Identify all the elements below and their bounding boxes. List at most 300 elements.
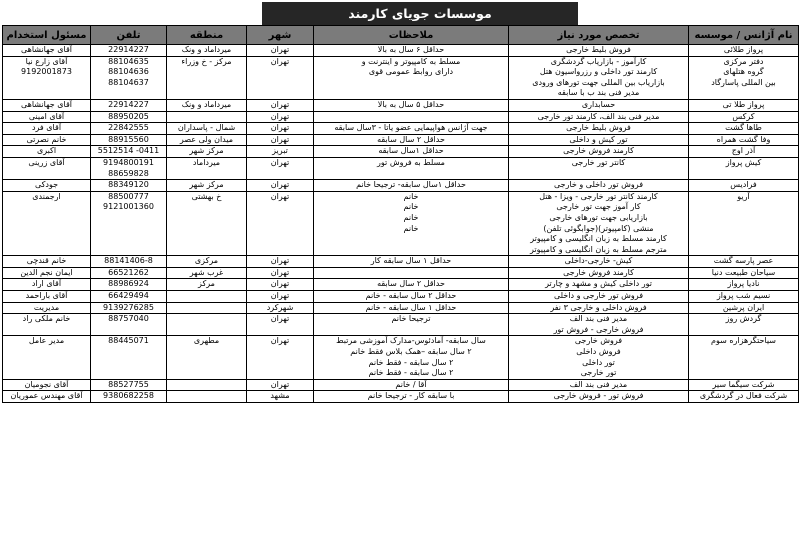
cell-agency bbox=[689, 157, 799, 179]
cell-line: فروش بلیط خارجی bbox=[566, 123, 631, 133]
page-title-text: موسسات جویای کارمند bbox=[348, 6, 492, 21]
cell-area bbox=[167, 111, 247, 123]
cell-line: تهران bbox=[270, 180, 290, 190]
cell-line: مسلط به فروش تور bbox=[377, 157, 445, 167]
cell-specialty bbox=[509, 302, 689, 314]
cell-phone bbox=[91, 99, 167, 111]
cell-line: خانم bbox=[403, 191, 419, 201]
cell-area bbox=[167, 99, 247, 111]
cell-line: عصر پارسه گشت bbox=[713, 256, 774, 266]
cell-line: مرکز شهر bbox=[189, 146, 224, 156]
cell-line: تهران bbox=[270, 99, 290, 109]
table-body bbox=[3, 45, 799, 403]
cell-line: مدیر فنی بند الف، کارمند تور خارجی bbox=[537, 111, 660, 121]
cell-recruiter bbox=[3, 279, 91, 291]
cell-line: منشی (کامپیوتر)(جوابگوئی تلفن) bbox=[543, 223, 654, 233]
cell-line: تور داخلی کیش و مشهد و چارتر bbox=[545, 279, 652, 289]
cell-recruiter bbox=[3, 146, 91, 158]
cell-phone bbox=[91, 314, 167, 336]
cell-line: میرداماد bbox=[192, 157, 221, 167]
cell-notes bbox=[314, 379, 509, 391]
cell-phone bbox=[91, 191, 167, 256]
cell-city bbox=[247, 256, 314, 268]
cell-notes bbox=[314, 123, 509, 135]
cell-agency bbox=[689, 267, 799, 279]
cell-agency bbox=[689, 111, 799, 123]
cell-phone bbox=[91, 302, 167, 314]
cell-line: 88500777 bbox=[108, 191, 149, 201]
cell-agency bbox=[689, 180, 799, 192]
cell-phone bbox=[91, 336, 167, 379]
cell-line: ۲ سال سابقه - فقط خانم bbox=[368, 368, 454, 378]
cell-line: جهت آژانس هواپیمایی عضو یاتا - ۳سال سابقه bbox=[334, 123, 488, 133]
cell-recruiter bbox=[3, 157, 91, 179]
cell-agency bbox=[689, 45, 799, 57]
cell-area bbox=[167, 291, 247, 303]
cell-notes bbox=[314, 302, 509, 314]
cell-specialty bbox=[509, 314, 689, 336]
cell-line: میدان ولی عصر bbox=[179, 134, 234, 144]
cell-city bbox=[247, 291, 314, 303]
cell-line: کرکس bbox=[732, 111, 755, 121]
cell-recruiter bbox=[3, 111, 91, 123]
cell-area bbox=[167, 267, 247, 279]
cell-line: تهران bbox=[270, 157, 290, 167]
cell-line: گردش روز bbox=[725, 314, 762, 324]
cell-notes bbox=[314, 99, 509, 111]
table-row bbox=[3, 134, 799, 146]
cell-line: 9194800191 bbox=[103, 157, 154, 167]
table-row bbox=[3, 336, 799, 379]
cell-line: فرادیس bbox=[730, 180, 757, 190]
cell-notes bbox=[314, 56, 509, 99]
cell-line: ۲ سال سابقه –همک بلاس فقط خانم bbox=[350, 347, 472, 357]
cell-line: 9380682258 bbox=[103, 391, 154, 401]
cell-line: شهرکرد bbox=[266, 302, 294, 312]
cell-notes bbox=[314, 111, 509, 123]
cell-notes bbox=[314, 180, 509, 192]
cell-line: میرداماد و ونک bbox=[181, 99, 232, 109]
cell-notes bbox=[314, 336, 509, 379]
cell-line: تهران bbox=[270, 191, 290, 201]
cell-recruiter bbox=[3, 314, 91, 336]
cell-line: ایمان نجم الدین bbox=[20, 267, 73, 277]
cell-phone bbox=[91, 134, 167, 146]
cell-specialty bbox=[509, 146, 689, 158]
cell-line: میرداماد و ونک bbox=[181, 45, 232, 54]
cell-line: مدیر فنی بند الف bbox=[569, 379, 628, 389]
cell-phone bbox=[91, 391, 167, 403]
cell-notes bbox=[314, 391, 509, 403]
cell-area bbox=[167, 180, 247, 192]
cell-line: تهران bbox=[270, 123, 290, 133]
cell-line: 66429494 bbox=[108, 291, 149, 301]
cell-line: تهران bbox=[270, 111, 290, 121]
cell-line: مدیر فنی بند الف bbox=[569, 314, 628, 324]
cell-line: تهران bbox=[270, 379, 290, 389]
cell-notes bbox=[314, 45, 509, 57]
cell-line: آقای اراد bbox=[31, 279, 62, 289]
cell-agency bbox=[689, 379, 799, 391]
cell-line: دفتر مرکزی bbox=[723, 56, 764, 66]
table-row bbox=[3, 302, 799, 314]
cell-city bbox=[247, 146, 314, 158]
cell-area bbox=[167, 391, 247, 403]
cell-line: ۲ سال سابقه - فقط خانم bbox=[368, 357, 454, 367]
cell-agency bbox=[689, 256, 799, 268]
cell-line: گروه هتلهای bbox=[723, 67, 764, 77]
cell-agency bbox=[689, 314, 799, 336]
cell-line: 88527755 bbox=[108, 379, 149, 389]
cell-recruiter bbox=[3, 391, 91, 403]
cell-line: آقای زارع نیا bbox=[25, 56, 68, 66]
cell-city bbox=[247, 180, 314, 192]
cell-line: ارجمندی bbox=[32, 191, 61, 201]
cell-city bbox=[247, 302, 314, 314]
cell-line: فروش داخلی bbox=[576, 347, 621, 357]
cell-specialty bbox=[509, 111, 689, 123]
cell-line: شمال - پاسداران bbox=[177, 123, 236, 133]
header-city: شهر bbox=[247, 26, 314, 45]
cell-city bbox=[247, 123, 314, 135]
cell-line: آقای جهانشاهی bbox=[20, 99, 73, 109]
cell-recruiter bbox=[3, 291, 91, 303]
cell-line: تبریز bbox=[272, 146, 288, 156]
table-row bbox=[3, 279, 799, 291]
cell-notes bbox=[314, 279, 509, 291]
cell-city bbox=[247, 267, 314, 279]
cell-phone bbox=[91, 256, 167, 268]
cell-line: مرکز bbox=[198, 279, 215, 289]
cell-line: حداقل ۱سال سابقه- ترجیحا خانم bbox=[356, 180, 466, 190]
table-header-row bbox=[3, 26, 799, 45]
header-specialty: تخصص مورد نیاز bbox=[509, 26, 689, 45]
header-phone: تلفن bbox=[91, 26, 167, 45]
cell-line: حداقل ۱سال سابقه bbox=[378, 146, 444, 156]
cell-line: مرکز شهر bbox=[189, 180, 224, 190]
cell-recruiter bbox=[3, 180, 91, 192]
cell-agency bbox=[689, 279, 799, 291]
cell-agency bbox=[689, 336, 799, 379]
cell-line: 66521262 bbox=[108, 267, 149, 277]
cell-line: حسابداری bbox=[581, 99, 616, 109]
cell-line: فروش تور - فروش خارجی bbox=[553, 391, 644, 401]
table-row bbox=[3, 256, 799, 268]
cell-line: کارمند کانتر تور خارجی - ویزا - هتل bbox=[539, 191, 658, 201]
cell-notes bbox=[314, 134, 509, 146]
cell-specialty bbox=[509, 379, 689, 391]
cell-specialty bbox=[509, 336, 689, 379]
cell-recruiter bbox=[3, 256, 91, 268]
cell-line: خانم bbox=[403, 223, 419, 233]
cell-specialty bbox=[509, 45, 689, 57]
cell-line: خانم bbox=[403, 202, 419, 212]
cell-recruiter bbox=[3, 56, 91, 99]
cell-recruiter bbox=[3, 379, 91, 391]
cell-phone bbox=[91, 157, 167, 179]
header-notes: ملاحظات bbox=[314, 26, 509, 45]
cell-city bbox=[247, 379, 314, 391]
cell-line: تهران bbox=[270, 314, 290, 324]
cell-recruiter bbox=[3, 99, 91, 111]
cell-phone bbox=[91, 279, 167, 291]
cell-line: تهران bbox=[270, 336, 290, 346]
cell-line: کیش- خارجی-داخلی bbox=[564, 256, 633, 266]
cell-notes bbox=[314, 314, 509, 336]
cell-recruiter bbox=[3, 134, 91, 146]
cell-line: حداقل ۲ سال سابقه bbox=[377, 134, 445, 144]
cell-area bbox=[167, 279, 247, 291]
cell-line: آقای امینی bbox=[28, 111, 65, 121]
cell-line: 9121001360 bbox=[103, 202, 154, 212]
cell-specialty bbox=[509, 291, 689, 303]
cell-area bbox=[167, 336, 247, 379]
cell-line: پرواز طلا تی bbox=[722, 99, 765, 109]
cell-phone bbox=[91, 146, 167, 158]
cell-specialty bbox=[509, 256, 689, 268]
cell-line: 88104636 bbox=[108, 67, 149, 77]
cell-line: فروش خارجی - فروش تور bbox=[553, 324, 644, 334]
cell-line: مشهد bbox=[270, 391, 290, 401]
cell-agency bbox=[689, 191, 799, 256]
cell-line: کار آموز جهت تور خارجی bbox=[556, 202, 641, 212]
cell-line: تهران bbox=[270, 291, 290, 301]
cell-area bbox=[167, 256, 247, 268]
cell-specialty bbox=[509, 157, 689, 179]
table-row bbox=[3, 379, 799, 391]
cell-line: نسیم شب پرواز bbox=[716, 291, 771, 301]
cell-line: مدیر فنی بند ب با سابقه bbox=[557, 88, 640, 98]
cell-line: بازاریاب بین المللی جهت تورهای ورودی bbox=[532, 77, 665, 87]
cell-line: 88915560 bbox=[108, 134, 149, 144]
cell-line: 22842555 bbox=[108, 123, 149, 133]
cell-specialty bbox=[509, 391, 689, 403]
cell-line: تهران bbox=[270, 45, 290, 54]
cell-line: حداقل ۲ سال سابقه bbox=[377, 279, 445, 289]
cell-specialty bbox=[509, 191, 689, 256]
table-row bbox=[3, 191, 799, 256]
cell-line: 22914227 bbox=[108, 99, 149, 109]
cell-area bbox=[167, 134, 247, 146]
cell-line: کیش پرواز bbox=[725, 157, 762, 167]
cell-line: حداقل ۱ سال سابقه کار bbox=[370, 256, 452, 266]
cell-recruiter bbox=[3, 123, 91, 135]
header-recruiter: مسئول استخدام bbox=[3, 26, 91, 45]
cell-agency bbox=[689, 291, 799, 303]
cell-line: مدیریت bbox=[33, 302, 60, 312]
cell-line: 0411- 5512514 bbox=[97, 146, 160, 156]
cell-line: با سابقه کار - ترجیحا خانم bbox=[367, 391, 455, 401]
cell-notes bbox=[314, 291, 509, 303]
cell-line: حداقل ۵ سال به بالا bbox=[377, 99, 445, 109]
table-row bbox=[3, 111, 799, 123]
cell-line: فروش خارجی bbox=[574, 336, 623, 346]
cell-recruiter bbox=[3, 336, 91, 379]
cell-line: 88349120 bbox=[108, 180, 149, 190]
cell-line: تور خارجی bbox=[580, 368, 617, 378]
cell-line: خ بهشتی bbox=[191, 191, 222, 201]
cell-line: مترجم مسلط به زبان انگلیسی و کامپیوتر bbox=[530, 244, 667, 254]
cell-area bbox=[167, 146, 247, 158]
cell-line: کارمند فروش خارجی bbox=[563, 146, 634, 156]
cell-line: اکبری bbox=[36, 146, 57, 156]
cell-line: پرواز طلائی bbox=[723, 45, 764, 54]
cell-recruiter bbox=[3, 45, 91, 57]
cell-line: مسلط به کامپیوتر و اینترنت و bbox=[361, 56, 461, 66]
cell-line: 22914227 bbox=[108, 45, 149, 54]
cell-line: طاها گشت bbox=[725, 123, 762, 133]
cell-city bbox=[247, 391, 314, 403]
cell-line: ایران پرشین bbox=[722, 302, 765, 312]
cell-line: جودکی bbox=[34, 180, 59, 190]
cell-notes bbox=[314, 146, 509, 158]
cell-line: مرکز - خ وزراء bbox=[181, 56, 232, 66]
cell-phone bbox=[91, 56, 167, 99]
table-row bbox=[3, 291, 799, 303]
cell-line: فروش بلیط خارجی bbox=[566, 45, 631, 54]
cell-city bbox=[247, 111, 314, 123]
cell-line: فروش تور خارجی و داخلی bbox=[553, 291, 644, 301]
cell-notes bbox=[314, 157, 509, 179]
cell-agency bbox=[689, 134, 799, 146]
cell-line: 9139276285 bbox=[103, 302, 154, 312]
cell-line: خانم قندچی bbox=[26, 256, 67, 266]
table-row bbox=[3, 157, 799, 179]
cell-line: کارآموز - بازاریاب گردشگری bbox=[550, 56, 647, 66]
cell-line: 88104635 bbox=[108, 56, 149, 66]
cell-city bbox=[247, 279, 314, 291]
cell-notes bbox=[314, 267, 509, 279]
cell-line: سیاحان طبیعت دنیا bbox=[711, 267, 776, 277]
cell-agency bbox=[689, 146, 799, 158]
cell-specialty bbox=[509, 56, 689, 99]
cell-phone bbox=[91, 45, 167, 57]
cell-line: خانم ملکی راد bbox=[22, 314, 71, 324]
cell-line: 9192001873 bbox=[21, 67, 72, 77]
cell-specialty bbox=[509, 134, 689, 146]
cell-city bbox=[247, 191, 314, 256]
cell-line: مرکزی bbox=[194, 256, 219, 266]
cell-agency bbox=[689, 99, 799, 111]
cell-line: خانم bbox=[403, 212, 419, 222]
table-row bbox=[3, 180, 799, 192]
cell-line: تهران bbox=[270, 279, 290, 289]
table-row bbox=[3, 267, 799, 279]
cell-line: آقای زرینی bbox=[28, 157, 65, 167]
cell-line: خانم نصرتی bbox=[26, 134, 67, 144]
cell-line: 88445071 bbox=[108, 336, 149, 346]
cell-line: مدیر عامل bbox=[28, 336, 65, 346]
table-row bbox=[3, 123, 799, 135]
cell-line: آقای نجومیان bbox=[24, 379, 69, 389]
cell-line: کانتر تور خارجی bbox=[571, 157, 626, 167]
cell-line: شرکت سیگما سیر bbox=[712, 379, 775, 389]
cell-phone bbox=[91, 267, 167, 279]
cell-line: 88141406-8 bbox=[104, 256, 153, 266]
cell-recruiter bbox=[3, 302, 91, 314]
table-row bbox=[3, 56, 799, 99]
cell-line: سال سابقه- آمادئوس-مدارک آموزشی مرتبط bbox=[336, 336, 486, 346]
cell-specialty bbox=[509, 99, 689, 111]
cell-agency bbox=[689, 123, 799, 135]
cell-specialty bbox=[509, 123, 689, 135]
table-row bbox=[3, 99, 799, 111]
cell-area bbox=[167, 45, 247, 57]
cell-line: آقای جهانشاهی bbox=[20, 45, 73, 54]
cell-line: کارمند فروش خارجی bbox=[563, 267, 634, 277]
cell-phone bbox=[91, 111, 167, 123]
cell-specialty bbox=[509, 180, 689, 192]
cell-line: فروش داخلی و خارجی ۳ نفر bbox=[550, 302, 647, 312]
cell-area bbox=[167, 123, 247, 135]
cell-phone bbox=[91, 379, 167, 391]
cell-phone bbox=[91, 291, 167, 303]
table-row bbox=[3, 146, 799, 158]
cell-line: 88757040 bbox=[108, 314, 149, 324]
cell-area bbox=[167, 379, 247, 391]
cell-line: کارمند مسلط به زبان انگلیسی و کامپیوتر bbox=[530, 234, 667, 244]
cell-line: تهران bbox=[270, 256, 290, 266]
table-row bbox=[3, 314, 799, 336]
cell-city bbox=[247, 314, 314, 336]
cell-line: بین المللی پاسارگاد bbox=[711, 77, 776, 87]
cell-line: 88659828 bbox=[108, 168, 149, 178]
header-agency: نام آژانس / موسسه bbox=[689, 26, 799, 45]
agency-table bbox=[2, 25, 799, 403]
cell-line: مطهری bbox=[193, 336, 220, 346]
cell-area bbox=[167, 191, 247, 256]
cell-line: شرکت فعال در گردشگری bbox=[699, 391, 788, 401]
cell-agency bbox=[689, 391, 799, 403]
cell-line: تهران bbox=[270, 267, 290, 277]
cell-phone bbox=[91, 180, 167, 192]
cell-line: دارای روابط عمومی قوی bbox=[368, 67, 454, 77]
cell-line: آقای فرد bbox=[31, 123, 62, 133]
cell-city bbox=[247, 157, 314, 179]
cell-line: تور کیش و داخلی bbox=[569, 134, 628, 144]
cell-city bbox=[247, 99, 314, 111]
table-row bbox=[3, 45, 799, 57]
cell-area bbox=[167, 157, 247, 179]
cell-area bbox=[167, 314, 247, 336]
cell-line: تور داخلی bbox=[582, 357, 615, 367]
cell-agency bbox=[689, 56, 799, 99]
header-area: منطقه bbox=[167, 26, 247, 45]
cell-agency bbox=[689, 302, 799, 314]
page-title bbox=[262, 2, 578, 25]
cell-line: آقا / خانم bbox=[395, 379, 427, 389]
cell-city bbox=[247, 336, 314, 379]
cell-line: تهران bbox=[270, 56, 290, 66]
cell-area bbox=[167, 56, 247, 99]
cell-recruiter bbox=[3, 267, 91, 279]
cell-line: فروش تور داخلی و خارجی bbox=[553, 180, 644, 190]
cell-line: حداقل ۶ سال به بالا bbox=[377, 45, 445, 54]
cell-line: آریو bbox=[737, 191, 750, 201]
cell-area bbox=[167, 302, 247, 314]
cell-line: غرب شهر bbox=[189, 267, 224, 277]
cell-line: 88104637 bbox=[108, 77, 149, 87]
cell-city bbox=[247, 56, 314, 99]
cell-line: حداقل ۲ سال سابقه - خانم bbox=[365, 291, 457, 301]
cell-line: کارمند تور داخلی و رزرواسیون هتل bbox=[539, 67, 658, 77]
cell-notes bbox=[314, 191, 509, 256]
cell-line: تهران bbox=[270, 134, 290, 144]
cell-phone bbox=[91, 123, 167, 135]
cell-notes bbox=[314, 256, 509, 268]
cell-specialty bbox=[509, 267, 689, 279]
cell-line: نادیا پرواز bbox=[727, 279, 760, 289]
